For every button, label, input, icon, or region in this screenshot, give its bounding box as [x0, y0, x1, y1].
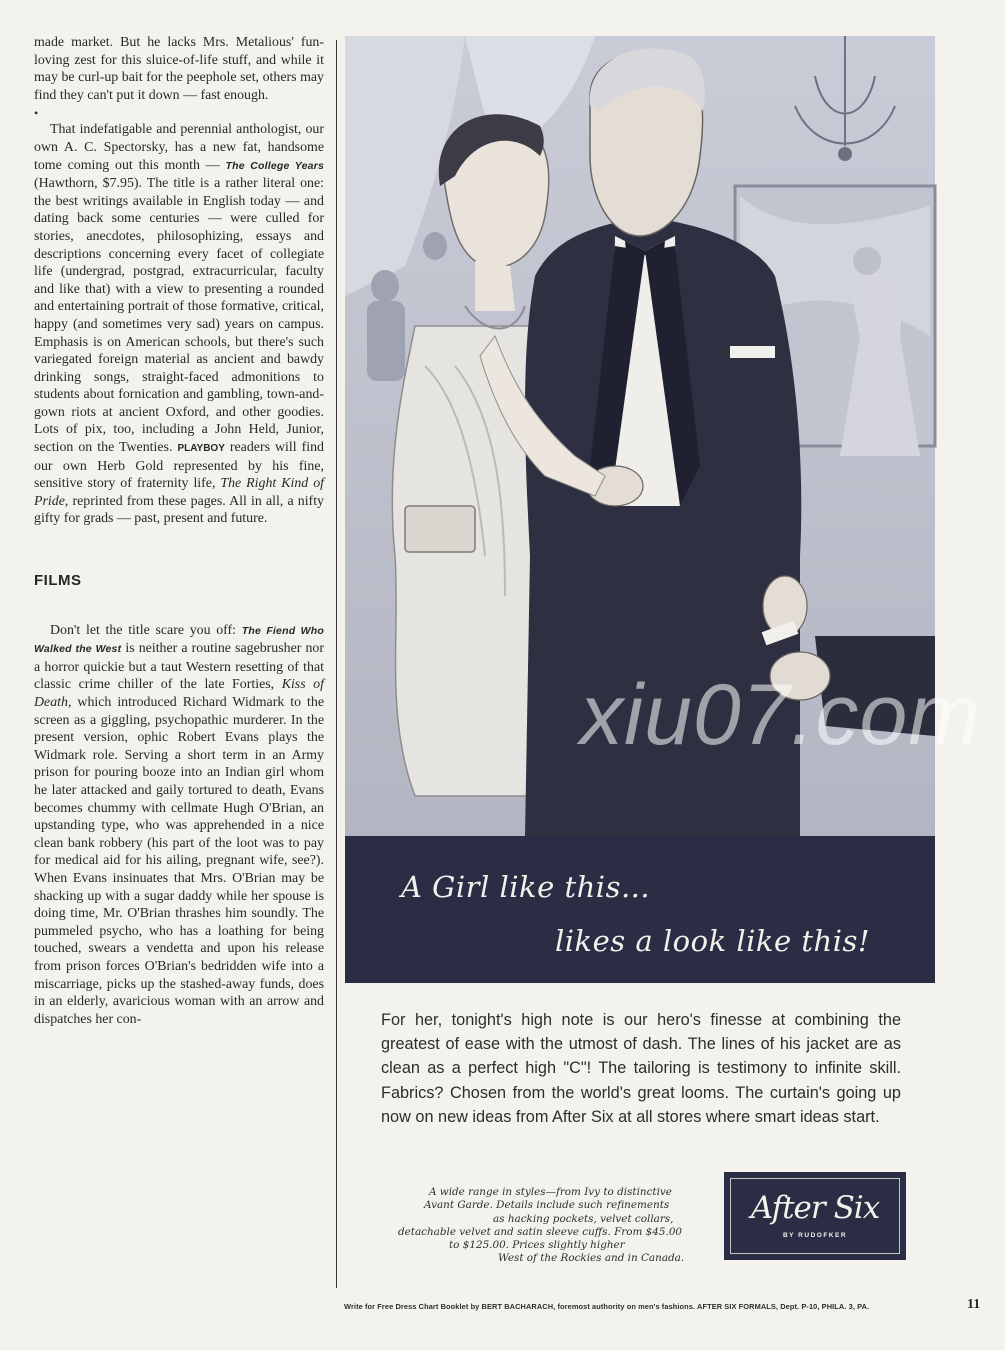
review-paragraph-2	[34, 121, 324, 528]
review-paragraph-1: made market. But he lacks Mrs. Metalious' fun-loving zest for this sluice-of-life stuff, and while it may be curl-up bait for the peephole set, others may find they can't put it down — fast enough.	[34, 35, 324, 103]
book-title-college-years: The College Years	[225, 159, 324, 172]
tagline-banner	[345, 836, 935, 983]
films-heading: FILMS	[34, 572, 82, 590]
tagline-line-2: likes a look like this!	[555, 924, 871, 958]
playboy-mark: PLAYBOY	[177, 443, 225, 455]
clutch-purse	[405, 506, 475, 552]
p2-text-b: (Hawthorn, $7.95). The title is a rather literal one: the best writings available in English today — and dating back some centuries — were culled for stories, anecdotes, philosophizing, essays and descriptions concerning every facet of collegiate life (undergrad, postgrad, extracurricular, faculty and like that) with a view to presenting a rounded and entertaining portrait of those formative, critical, happy (and sometimes very sad) years on campus. Emphasis is on American schools, but there's such variegated foreign material as ancient and bawdy drinking songs, straight-faced admonitions to students about fornication and gambling, town-and-gown riots at ancient Oxford, and other goodies. Lots of pix, too, including a John Held, Junior, section on the Twenties.	[34, 176, 324, 456]
column-divider	[336, 40, 337, 1288]
tagline-line-1: A Girl like this...	[401, 870, 651, 904]
p3-text-a: Don't let the title scare you off:	[50, 622, 237, 638]
section-bullet: •	[34, 106, 39, 121]
p3-text-c: which introduced Richard Widmark to the screen as a giggling, psychopathic murderer. In the present version, ophic Robert Evans plays the Widmark role. Serving a short term in an Army prison for pouring booze into an Indian girl whom he later attacked and gaily tortured to death, Evans becomes chummy with cellmate Hugh O'Brian, an upstanding type, who was apprehended in a nice clean bank robbery (his part of the loot was to pay for medical aid for his ailing, pregnant wife, see?). When Evans insinuates that Mrs. O'Brian may be shacking up with a sugar daddy while her spouse is doing time, Mr. O'Brian thrashes him soundly. The pummeled psycho, who has a loathing for being touched, swears a vendetta and upon his release from prison forces O'Brian's bedridden wife into a miscarriage, picks up the stashed-away funds, does in an elderly, avaricious woman with an arrow and dispatches her con-	[34, 695, 324, 1027]
page-number: 11	[967, 1297, 981, 1312]
ad-body-copy: For her, tonight's high note is our hero's finesse at combining the greatest of ease with the utmost of dash. The lines of his jacket are as clean as a perfect high "C"! The tailoring is testimony to infinite skill. Fabrics? Chosen from the world's great looms. The curtain's going up now on new ideas from After Six at all stores where smart ideas start.	[381, 1011, 901, 1126]
ad-footer-line: Write for Free Dress Chart Booklet by BERT BACHARACH, foremost authority on men's fashions. AFTER SIX FORMALS, Dept. P-10, PHILA. 3, PA.	[344, 1302, 870, 1311]
watermark-text: xiu07.com	[580, 667, 981, 763]
review-paragraph-3	[34, 622, 324, 1029]
after-six-logo	[724, 1172, 906, 1260]
film-title-fiend: The Fiend Who Walked the West	[34, 624, 324, 656]
pocket-square	[730, 346, 775, 358]
p2-text-c: readers will find our own Herb Gold represented by his fine, sensitive story of fraternity life,	[34, 440, 324, 492]
fine-print-line: A wide range in styles—from Ivy to distinctive	[429, 1186, 672, 1198]
review-column	[34, 34, 324, 1028]
p2-text-a: That indefatigable and perennial anthologist, our own A. C. Spectorsky, has a new fat, handsome tome coming out this month —	[34, 122, 324, 173]
fine-print-line: Avant Garde. Details include such refinements	[424, 1199, 670, 1212]
film-title-kiss-of-death: Kiss of Death,	[34, 677, 324, 710]
fine-print-line: to $125.00. Prices slightly higher	[449, 1239, 625, 1252]
ad-illustration	[345, 36, 981, 983]
p3-text-b: is neither a routine sagebrusher nor a horror quickie but a taut Western resetting of that classic crime chiller of the late Forties,	[34, 641, 324, 693]
ad-fine-print	[392, 1186, 710, 1266]
logo-wordmark: After Six	[750, 1190, 880, 1226]
fine-print-line: West of the Rockies and in Canada.	[498, 1252, 685, 1265]
fine-print-line: detachable velvet and satin sleeve cuffs. From $45.00	[398, 1225, 683, 1238]
p2-text-d: reprinted from these pages. All in all, a nifty gifty for grads — past, present and future.	[34, 493, 324, 527]
fine-print-line: as hacking pockets, velvet collars,	[493, 1212, 674, 1225]
story-title: The Right Kind of Pride,	[34, 476, 324, 509]
logo-subtitle: BY RUDOFKER	[782, 1232, 848, 1239]
